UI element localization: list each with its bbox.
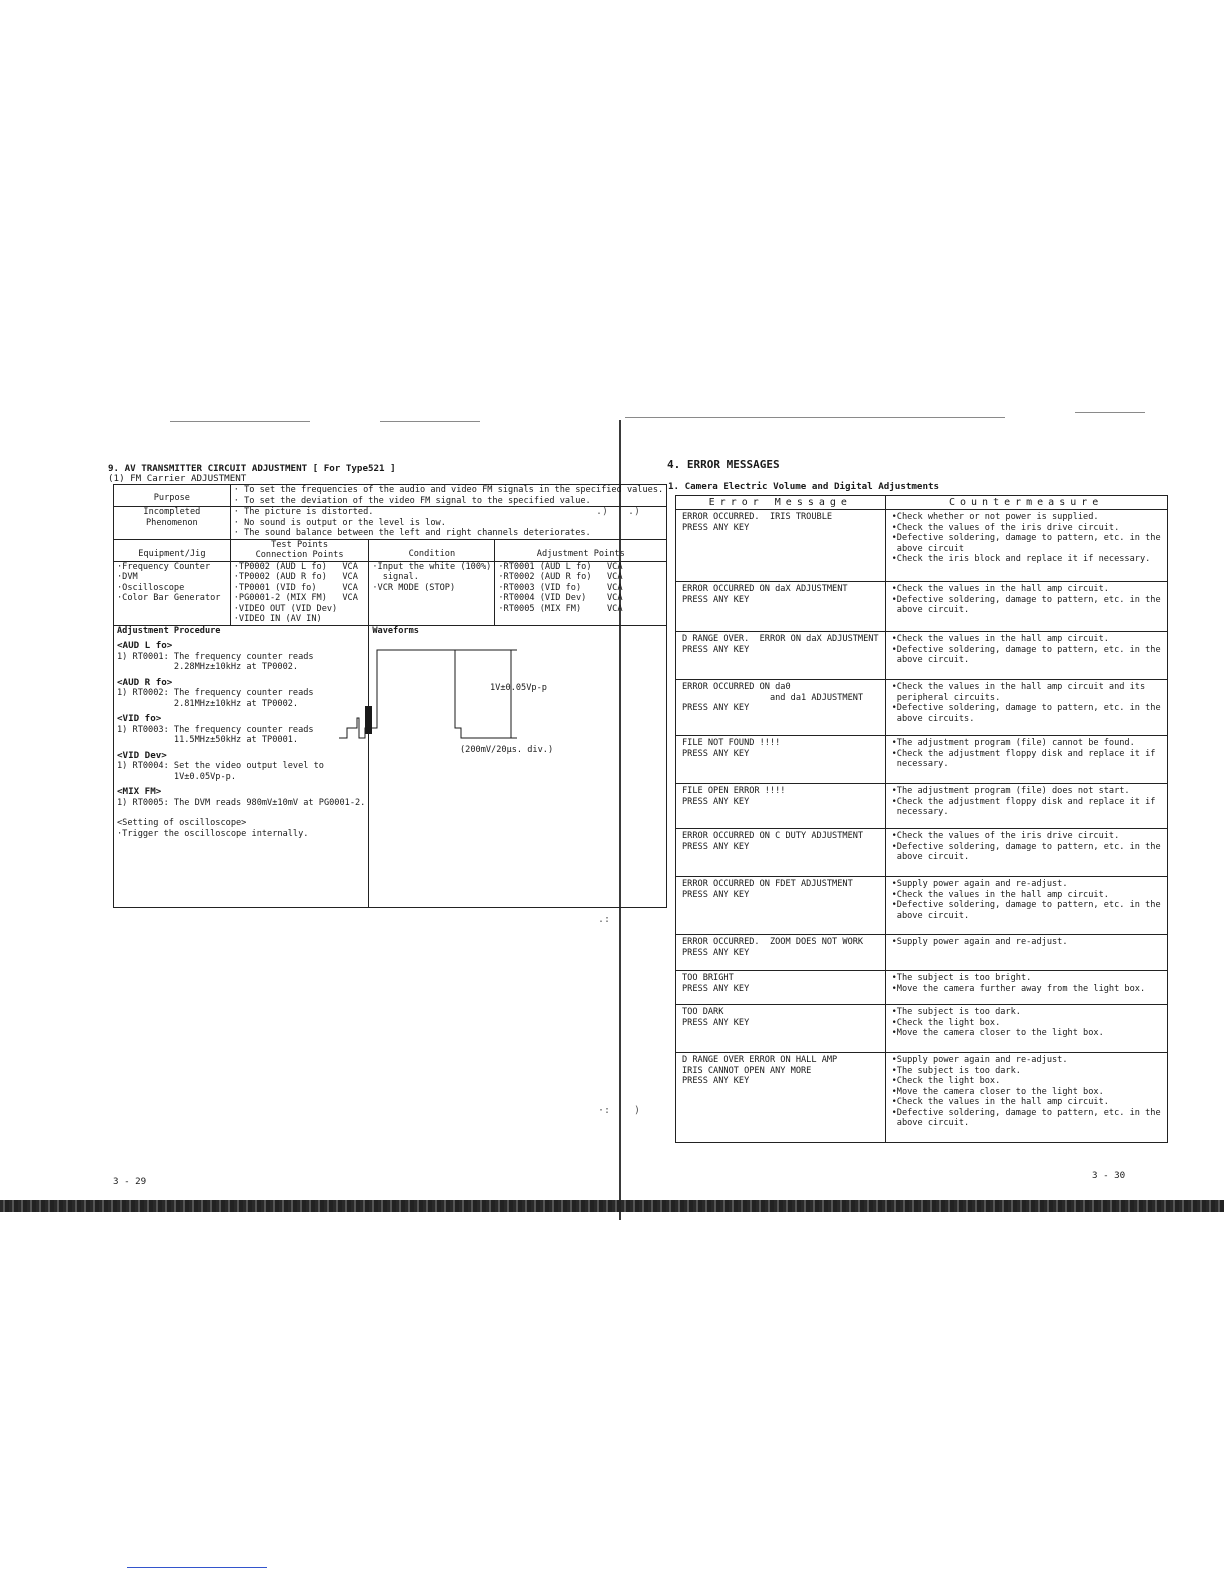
countermeasure-line: •Check the values in the hall amp circuit. <box>891 634 1109 644</box>
countermeasure-line: above circuit. <box>891 910 970 921</box>
oscilloscope-line: ·Trigger the oscilloscope internally. <box>117 828 309 839</box>
error-message-line: TOO BRIGHT <box>682 973 734 983</box>
testpoint-item: ·PG0001-2 (MIX FM) VCA <box>233 593 358 603</box>
adjustment-item: ·RT0003 (VID fo) VCA <box>498 582 623 593</box>
error-message-line: ERROR OCCURRED ON C DUTY ADJUSTMENT <box>682 831 864 841</box>
testpoint-item: ·TP0002 (AUD R fo) VCA <box>233 572 358 582</box>
countermeasure-line: •The subject is too dark. <box>891 1065 1021 1076</box>
procedure-line: 1) RT0004: Set the video output level to <box>117 761 324 771</box>
left-section-title: 9. AV TRANSMITTER CIRCUIT ADJUSTMENT [ For Type521 ] <box>108 463 396 474</box>
error-message-line: ERROR OCCURRED ON daX ADJUSTMENT <box>682 584 848 594</box>
error-row <box>676 877 1168 935</box>
countermeasure-line: •Defective soldering, damage to pattern, etc. in the <box>891 703 1161 713</box>
procedure-label: Adjustment Procedure <box>117 625 221 636</box>
procedure-cell <box>114 625 369 907</box>
countermeasure-line: •Move the camera further away from the light box. <box>891 983 1146 994</box>
countermeasure-line: above circuit. <box>891 605 970 615</box>
countermeasure-cell <box>885 877 1167 935</box>
countermeasure-line: •Check the values in the hall amp circuit and its <box>891 682 1146 692</box>
countermeasure-line: •Check the values of the iris drive circuit. <box>891 831 1120 841</box>
connection-header-label: Connection Points <box>255 550 344 560</box>
scan-line <box>380 421 480 422</box>
countermeasure-cell <box>885 680 1167 736</box>
error-message-line: D RANGE OVER ERROR ON HALL AMP <box>682 1055 838 1065</box>
countermeasure-line: •Defective soldering, damage to pattern, etc. in the <box>891 841 1161 852</box>
procedure-line: 1V±0.05Vp-p. <box>117 771 236 782</box>
countermeasure-line: •The subject is too bright. <box>891 973 1032 983</box>
testpoint-item: ·TP0002 (AUD L fo) VCA <box>233 561 358 572</box>
error-message-line: PRESS ANY KEY <box>682 796 750 807</box>
equipment-item: ·Oscilloscope <box>117 582 185 593</box>
procedure-head: <MIX FM> <box>117 786 162 797</box>
left-subsection-title: (1) FM Carrier ADJUSTMENT <box>108 473 247 484</box>
equipment-item: ·DVM <box>117 572 138 582</box>
error-message-line: FILE NOT FOUND !!!! <box>682 738 781 748</box>
error-message-cell <box>676 877 886 935</box>
error-row <box>676 582 1168 632</box>
error-message-cell <box>676 736 886 784</box>
procedure-line: 1) RT0003: The frequency counter reads <box>117 724 314 735</box>
condition-header-label: Condition <box>408 548 456 559</box>
incompleted-line: · No sound is output or the level is low. <box>233 517 446 528</box>
equipment-header <box>114 539 231 561</box>
countermeasure-cell <box>885 510 1167 582</box>
error-row <box>676 829 1168 877</box>
countermeasure-line: •Check the values in the hall amp circuit. <box>891 889 1109 900</box>
error-message-line: PRESS ANY KEY <box>682 644 750 655</box>
countermeasure-cell <box>885 632 1167 680</box>
countermeasure-header <box>885 496 1167 510</box>
error-row <box>676 971 1168 1005</box>
right-section-title: 4. ERROR MESSAGES <box>667 458 780 471</box>
condition-item: ·VCR MODE (STOP) <box>372 582 456 593</box>
waveform-scale-label: (200mV/20μs. div.) <box>460 745 554 755</box>
error-row <box>676 736 1168 784</box>
purpose-line: · To set the frequencies of the audio and video FM signals in the specified values. <box>233 485 664 495</box>
testpoint-item: ·VIDEO IN (AV IN) <box>233 614 322 624</box>
procedure-line: 2.81MHz±10kHz at TP0002. <box>117 698 299 709</box>
left-page-number: 3 - 29 <box>113 1176 147 1187</box>
countermeasure-line: •The adjustment program (file) does not start. <box>891 786 1130 796</box>
testpoints-header <box>230 539 369 561</box>
condition-item: ·Input the white (100%) <box>372 561 492 572</box>
error-message-header-label: Error Message <box>708 497 852 508</box>
error-message-line: ERROR OCCURRED. ZOOM DOES NOT WORK <box>682 937 864 947</box>
scan-border <box>0 1200 1224 1212</box>
countermeasure-line: •Supply power again and re-adjust. <box>891 879 1068 889</box>
procedure-line: 1) RT0005: The DVM reads 980mV±10mV at PG0001-2. <box>117 797 366 808</box>
countermeasure-cell <box>885 829 1167 877</box>
procedure-head: <VID Dev> <box>117 749 167 761</box>
error-row <box>676 1053 1168 1143</box>
countermeasure-line: •Check the adjustment floppy disk and replace it if <box>891 748 1156 759</box>
procedure-line: 1) RT0001: The frequency counter reads <box>117 651 314 662</box>
countermeasure-cell <box>885 1005 1167 1053</box>
countermeasure-line: •Move the camera closer to the light box. <box>891 1086 1104 1097</box>
countermeasure-line: •Defective soldering, damage to pattern, etc. in the <box>891 594 1161 605</box>
countermeasure-cell <box>885 1053 1167 1143</box>
countermeasure-line: •Check the light box. <box>891 1017 1001 1028</box>
error-message-cell <box>676 784 886 829</box>
adjustment-header-label: Adjustment Points <box>536 548 625 559</box>
error-message-line: PRESS ANY KEY <box>682 889 750 900</box>
scan-line <box>1075 412 1145 413</box>
countermeasure-line: •Defective soldering, damage to pattern, etc. in the <box>891 1107 1161 1118</box>
error-message-line: PRESS ANY KEY <box>682 1076 750 1086</box>
testpoint-item: ·VIDEO OUT (VID Dev) <box>233 603 338 614</box>
countermeasure-line: •Check whether or not power is supplied. <box>891 512 1099 522</box>
waveform-diagram <box>335 640 555 760</box>
procedure-head: <VID fo> <box>117 713 162 724</box>
adjustment-item: ·RT0001 (AUD L fo) VCA <box>498 561 623 572</box>
adjustment-item: ·RT0005 (MIX FM) VCA <box>498 603 623 614</box>
error-message-cell <box>676 1005 886 1053</box>
underline-mark <box>127 1567 267 1568</box>
error-message-line: IRIS CANNOT OPEN ANY MORE <box>682 1065 812 1076</box>
error-row <box>676 510 1168 582</box>
error-message-table <box>675 495 1168 1143</box>
error-message-cell <box>676 1053 886 1143</box>
error-message-line: D RANGE OVER. ERROR ON daX ADJUSTMENT <box>682 634 879 644</box>
procedure-head: <AUD L fo> <box>117 640 173 651</box>
testpoint-item: ·TP0001 (VID fo) VCA <box>233 582 358 593</box>
countermeasure-line: •Check the light box. <box>891 1076 1001 1086</box>
phenomenon-label: Phenomenon <box>145 517 198 528</box>
purpose-line: · To set the deviation of the video FM signal to the specified value. <box>233 495 591 506</box>
scan-mark: .) <box>628 506 641 517</box>
error-message-cell <box>676 582 886 632</box>
incompleted-line: · The picture is distorted. <box>233 507 374 517</box>
scan-mark: ) <box>634 1105 641 1116</box>
sync-pulse <box>365 706 372 734</box>
scan-line <box>625 417 1005 418</box>
condition-cell <box>369 561 495 625</box>
countermeasure-line: peripheral circuits. <box>891 692 1001 703</box>
incompleted-cell <box>114 507 231 540</box>
oscilloscope-heading: <Setting of oscilloscope> <box>117 818 247 828</box>
countermeasure-header-label: Countermeasure <box>948 497 1104 508</box>
error-message-line: FILE OPEN ERROR !!!! <box>682 786 786 796</box>
error-message-line: PRESS ANY KEY <box>682 1017 750 1028</box>
procedure-line: 2.28MHz±10kHz at TP0002. <box>117 662 299 672</box>
countermeasure-line: •Defective soldering, damage to pattern, etc. in the <box>891 644 1161 655</box>
adjustment-item: ·RT0002 (AUD R fo) VCA <box>498 572 623 582</box>
countermeasure-line: above circuit. <box>891 852 970 862</box>
countermeasure-line: •Check the adjustment floppy disk and replace it if <box>891 796 1156 807</box>
procedure-line: 1) RT0002: The frequency counter reads <box>117 688 314 698</box>
error-message-cell <box>676 935 886 971</box>
incompleted-label: Incompleted <box>143 507 201 517</box>
equipment-cell <box>114 561 231 625</box>
condition-item: signal. <box>372 572 419 582</box>
error-message-line: PRESS ANY KEY <box>682 947 750 958</box>
error-message-line: ERROR OCCURRED ON da0 <box>682 682 791 692</box>
error-row <box>676 632 1168 680</box>
adjustment-header <box>495 539 667 561</box>
countermeasure-line: above circuit. <box>891 655 970 665</box>
countermeasure-line: •Defective soldering, damage to pattern, etc. in the <box>891 900 1161 910</box>
error-message-line: TOO DARK <box>682 1007 724 1017</box>
error-row <box>676 935 1168 971</box>
error-message-line: PRESS ANY KEY <box>682 748 750 759</box>
error-message-line: PRESS ANY KEY <box>682 594 750 605</box>
right-subsection-title: 1. Camera Electric Volume and Digital Adjustments <box>668 481 940 492</box>
error-message-cell <box>676 829 886 877</box>
incompleted-text-cell <box>230 507 666 540</box>
error-message-cell <box>676 510 886 582</box>
countermeasure-line: •The adjustment program (file) cannot be found. <box>891 738 1135 748</box>
condition-header <box>369 539 495 561</box>
equipment-item: ·Frequency Counter <box>117 561 211 572</box>
countermeasure-line: •Check the values in the hall amp circuit. <box>891 584 1109 594</box>
scan-mark: .: <box>598 914 611 925</box>
countermeasure-cell <box>885 971 1167 1005</box>
equipment-header-label: Equipment/Jig <box>138 548 206 559</box>
purpose-text-cell <box>230 485 666 507</box>
adjustment-cell <box>495 561 667 625</box>
waveform-trace <box>339 650 479 738</box>
scan-line <box>170 421 310 422</box>
error-message-line: PRESS ANY KEY <box>682 703 750 713</box>
error-message-header <box>676 496 886 510</box>
testpoints-header-label: Test Points <box>271 539 328 550</box>
error-message-line: ERROR OCCURRED ON FDET ADJUSTMENT <box>682 879 853 889</box>
purpose-label: Purpose <box>153 493 190 503</box>
countermeasure-cell <box>885 935 1167 971</box>
countermeasure-line: •Move the camera closer to the light box. <box>891 1028 1104 1038</box>
incompleted-line: · The sound balance between the left and right channels deteriorates. <box>233 528 591 538</box>
waveforms-label: Waveforms <box>372 625 419 636</box>
testpoints-cell <box>230 561 369 625</box>
error-message-line: PRESS ANY KEY <box>682 841 750 852</box>
procedure-line: 11.5MHz±50kHz at TP0001. <box>117 735 299 745</box>
scan-mark: .) <box>596 506 609 517</box>
error-message-line: and da1 ADJUSTMENT <box>682 692 864 703</box>
countermeasure-line: •Defective soldering, damage to pattern, etc. in the <box>891 533 1161 543</box>
countermeasure-line: above circuit. <box>891 1118 970 1128</box>
countermeasure-line: •Check the iris block and replace it if necessary. <box>891 554 1151 564</box>
error-row <box>676 784 1168 829</box>
countermeasure-line: above circuits. <box>891 713 975 724</box>
error-row <box>676 1005 1168 1053</box>
error-message-cell <box>676 680 886 736</box>
countermeasure-line: •Supply power again and re-adjust. <box>891 937 1068 947</box>
error-message-line: PRESS ANY KEY <box>682 983 750 994</box>
right-page-number: 3 - 30 <box>1092 1170 1126 1181</box>
countermeasure-line: •Check the values of the iris drive circuit. <box>891 522 1120 533</box>
error-message-line: ERROR OCCURRED. IRIS TROUBLE <box>682 512 833 522</box>
countermeasure-cell <box>885 784 1167 829</box>
error-message-line: PRESS ANY KEY <box>682 522 750 533</box>
countermeasure-line: •Supply power again and re-adjust. <box>891 1055 1068 1065</box>
scan-mark: ·: <box>598 1105 611 1116</box>
countermeasure-cell <box>885 736 1167 784</box>
procedure-head: <AUD R fo> <box>117 676 173 688</box>
countermeasure-line: •The subject is too dark. <box>891 1007 1021 1017</box>
countermeasure-line: above circuit <box>891 543 965 554</box>
error-message-cell <box>676 632 886 680</box>
countermeasure-line: necessary. <box>891 759 949 769</box>
waveform-amplitude-label: 1V±0.05Vp-p <box>490 683 547 693</box>
adjustment-item: ·RT0004 (VID Dev) VCA <box>498 593 623 603</box>
purpose-cell <box>114 485 231 507</box>
countermeasure-line: necessary. <box>891 807 949 817</box>
error-message-cell <box>676 971 886 1005</box>
countermeasure-cell <box>885 582 1167 632</box>
error-row <box>676 680 1168 736</box>
countermeasure-line: •Check the values in the hall amp circuit. <box>891 1097 1109 1107</box>
equipment-item: ·Color Bar Generator <box>117 593 221 603</box>
